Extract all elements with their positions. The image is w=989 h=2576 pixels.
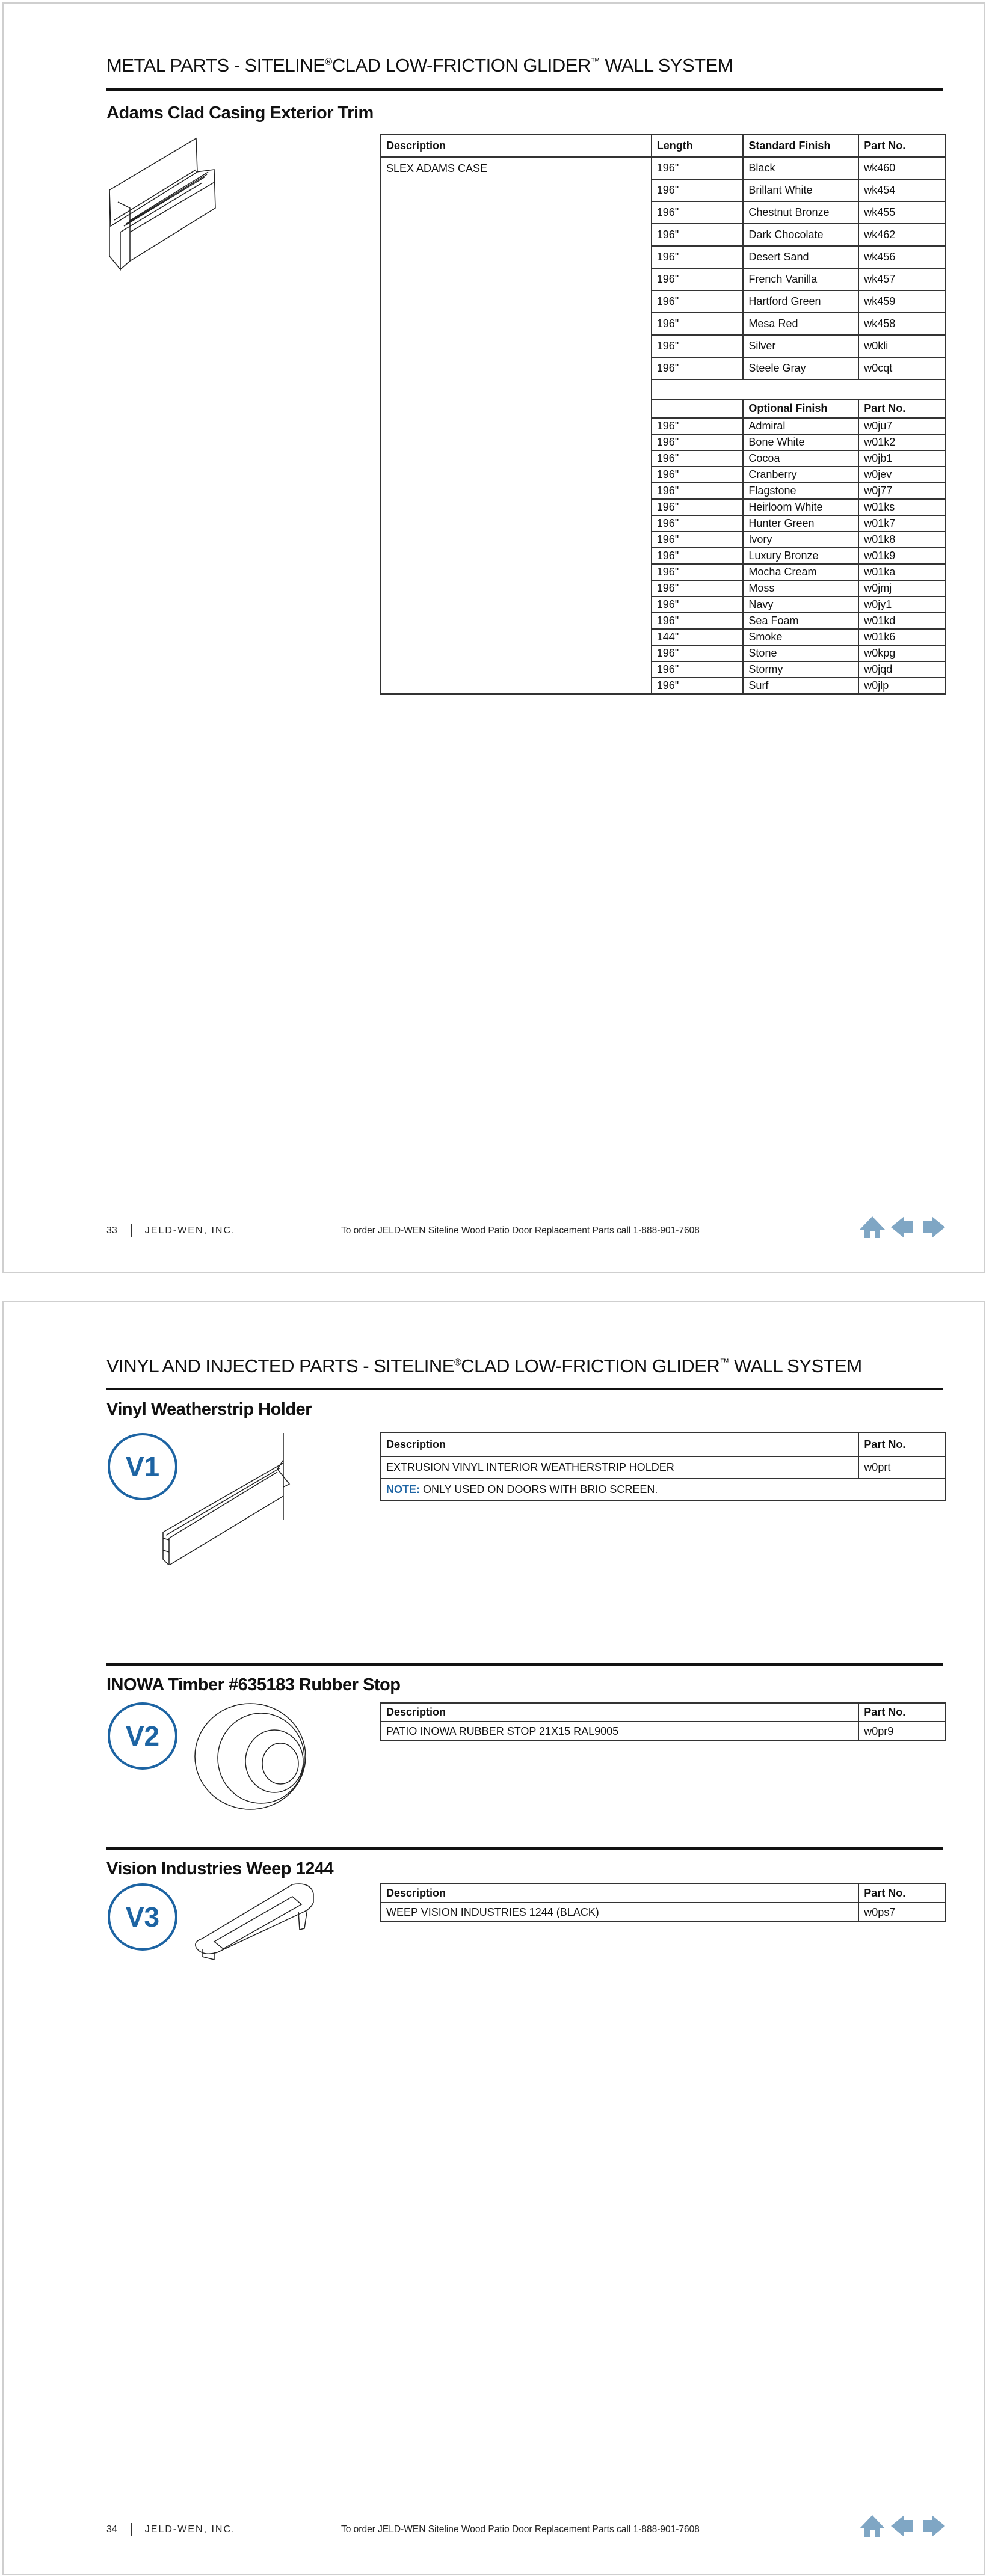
finish-cell: Hunter Green — [743, 515, 858, 532]
column-header-description: Description — [381, 1432, 858, 1456]
length-cell: 196" — [652, 246, 744, 268]
length-cell: 196" — [652, 179, 744, 201]
part-number-cell: w0jy1 — [858, 596, 946, 613]
part-number-cell: w0ju7 — [858, 418, 946, 434]
casing-trim-drawing-icon — [106, 136, 226, 274]
part-number-cell: wk457 — [858, 268, 946, 290]
home-icon[interactable] — [860, 1216, 885, 1238]
weep-drawing-icon — [190, 1881, 322, 1960]
part-number-cell: w01ka — [858, 564, 946, 580]
item-badge: V3 — [108, 1883, 177, 1951]
section-heading: Vision Industries Weep 1244 — [106, 1859, 334, 1878]
part-number-cell: w0jmj — [858, 580, 946, 596]
page-33 — [2, 2, 985, 1273]
length-cell: 196" — [652, 499, 744, 515]
length-cell: 196" — [652, 201, 744, 224]
title-divider — [106, 1388, 943, 1390]
length-cell: 196" — [652, 532, 744, 548]
order-info: To order JELD-WEN Siteline Wood Patio Door Replacement Parts call 1-888-901-7608 — [341, 2524, 700, 2535]
part-number-cell: w01ks — [858, 499, 946, 515]
length-cell: 196" — [652, 515, 744, 532]
part-number-cell: w01k7 — [858, 515, 946, 532]
column-header-part-no: Part No. — [858, 399, 946, 418]
weatherstrip-holder-table — [380, 1432, 946, 1501]
part-number-cell: w0cqt — [858, 357, 946, 379]
table-row — [381, 1722, 946, 1741]
page-number: 33 — [106, 1225, 117, 1236]
part-number-cell: w0j77 — [858, 483, 946, 499]
page-nav — [860, 2515, 945, 2537]
finish-cell: Desert Sand — [743, 246, 858, 268]
part-number-cell: wk459 — [858, 290, 946, 313]
table-header-row — [381, 1703, 946, 1722]
home-icon[interactable] — [860, 2515, 885, 2537]
column-header-description: Description — [381, 135, 652, 157]
table-row — [381, 1903, 946, 1922]
finish-cell: Silver — [743, 335, 858, 357]
part-number-cell: w01k2 — [858, 434, 946, 450]
note-text: ONLY USED ON DOORS WITH BRIO SCREEN. — [420, 1483, 658, 1495]
length-cell: 196" — [652, 580, 744, 596]
part-number: w0prt — [858, 1456, 946, 1479]
length-cell: 196" — [652, 290, 744, 313]
finish-cell: Flagstone — [743, 483, 858, 499]
title-divider — [106, 88, 943, 91]
finish-cell: Surf — [743, 678, 858, 694]
part-description: EXTRUSION VINYL INTERIOR WEATHERSTRIP HOLDER — [381, 1456, 858, 1479]
finish-cell: Ivory — [743, 532, 858, 548]
section-divider — [106, 1663, 943, 1666]
column-header-description: Description — [381, 1703, 858, 1722]
part-number-cell: wk454 — [858, 179, 946, 201]
column-header-part-no: Part No. — [858, 1703, 946, 1722]
finish-cell: Mesa Red — [743, 313, 858, 335]
length-cell: 196" — [652, 268, 744, 290]
finish-cell: Stone — [743, 645, 858, 661]
part-description: SLEX ADAMS CASE — [381, 157, 652, 694]
part-number-cell: wk458 — [858, 313, 946, 335]
page-nav — [860, 1216, 945, 1238]
part-description: PATIO INOWA RUBBER STOP 21X15 RAL9005 — [381, 1722, 858, 1741]
finish-cell: Black — [743, 157, 858, 179]
rubber-stop-table — [380, 1702, 946, 1741]
item-badge: V1 — [108, 1433, 177, 1500]
table-header-row — [381, 135, 946, 157]
previous-page-arrow-icon[interactable] — [891, 1216, 915, 1238]
part-number: w0ps7 — [858, 1903, 946, 1922]
length-cell: 196" — [652, 418, 744, 434]
adams-casing-parts-table — [380, 134, 946, 695]
part-number: w0pr9 — [858, 1722, 946, 1741]
part-number-cell: w01k9 — [858, 548, 946, 564]
section-heading: Vinyl Weatherstrip Holder — [106, 1400, 312, 1419]
table-row — [381, 157, 946, 179]
part-description: WEEP VISION INDUSTRIES 1244 (BLACK) — [381, 1903, 858, 1922]
part-number-cell: wk456 — [858, 246, 946, 268]
length-cell: 196" — [652, 450, 744, 467]
length-cell: 196" — [652, 645, 744, 661]
length-cell: 196" — [652, 613, 744, 629]
company-name: JELD-WEN, INC. — [144, 1225, 236, 1236]
column-header-optional-finish: Optional Finish — [743, 399, 858, 418]
finish-cell: Cocoa — [743, 450, 858, 467]
finish-cell: Dark Chocolate — [743, 224, 858, 246]
length-cell: 196" — [652, 157, 744, 179]
finish-cell: Sea Foam — [743, 613, 858, 629]
rubber-stop-drawing-icon — [190, 1701, 310, 1812]
finish-cell: Heirloom White — [743, 499, 858, 515]
part-number-cell: wk455 — [858, 201, 946, 224]
column-header-standard-finish: Standard Finish — [743, 135, 858, 157]
footer-divider — [131, 2523, 132, 2536]
length-cell: 196" — [652, 434, 744, 450]
length-cell: 196" — [652, 483, 744, 499]
finish-cell: Chestnut Bronze — [743, 201, 858, 224]
length-cell: 196" — [652, 661, 744, 678]
empty-header-cell — [652, 399, 744, 418]
length-cell: 196" — [652, 313, 744, 335]
part-number-cell: w0kli — [858, 335, 946, 357]
page-title: VINYL AND INJECTED PARTS - SITELINE®CLAD LOW-FRICTION GLIDER™ WALL SYSTEM — [106, 1355, 862, 1376]
section-heading: Adams Clad Casing Exterior Trim — [106, 103, 374, 123]
length-cell: 144" — [652, 629, 744, 645]
column-header-part-no: Part No. — [858, 1432, 946, 1456]
part-number-cell: w01kd — [858, 613, 946, 629]
previous-page-arrow-icon[interactable] — [891, 2515, 915, 2537]
table-header-row — [381, 1884, 946, 1903]
next-page-arrow-icon[interactable] — [921, 1216, 945, 1238]
part-number-cell: w0jev — [858, 467, 946, 483]
length-cell: 196" — [652, 678, 744, 694]
page-number: 34 — [106, 2524, 117, 2535]
next-page-arrow-icon[interactable] — [921, 2515, 945, 2537]
section-divider — [106, 1847, 943, 1850]
finish-cell: Brillant White — [743, 179, 858, 201]
finish-cell: Hartford Green — [743, 290, 858, 313]
length-cell: 196" — [652, 335, 744, 357]
finish-cell: Mocha Cream — [743, 564, 858, 580]
table-row — [381, 1456, 946, 1479]
finish-cell: Admiral — [743, 418, 858, 434]
finish-cell: Smoke — [743, 629, 858, 645]
length-cell: 196" — [652, 548, 744, 564]
footer — [106, 1224, 235, 1237]
finish-cell: Stormy — [743, 661, 858, 678]
finish-cell: Luxury Bronze — [743, 548, 858, 564]
part-number-cell: wk460 — [858, 157, 946, 179]
length-cell: 196" — [652, 564, 744, 580]
column-header-length: Length — [652, 135, 744, 157]
item-badge: V2 — [108, 1702, 177, 1770]
weatherstrip-holder-drawing-icon — [157, 1433, 301, 1565]
finish-cell: Navy — [743, 596, 858, 613]
column-header-description: Description — [381, 1884, 858, 1903]
length-cell: 196" — [652, 596, 744, 613]
length-cell: 196" — [652, 224, 744, 246]
part-number-cell: w01k8 — [858, 532, 946, 548]
finish-cell: Moss — [743, 580, 858, 596]
footer — [106, 2523, 235, 2536]
part-number-cell: w0kpg — [858, 645, 946, 661]
finish-cell: Cranberry — [743, 467, 858, 483]
column-header-part-no: Part No. — [858, 1884, 946, 1903]
order-info: To order JELD-WEN Siteline Wood Patio Door Replacement Parts call 1-888-901-7608 — [341, 1225, 700, 1236]
page-34 — [2, 1301, 985, 2575]
finish-cell: Bone White — [743, 434, 858, 450]
part-number-cell: w0jb1 — [858, 450, 946, 467]
length-cell: 196" — [652, 357, 744, 379]
table-header-row — [381, 1432, 946, 1456]
length-cell: 196" — [652, 467, 744, 483]
column-header-part-no: Part No. — [858, 135, 946, 157]
part-number-cell: w0jlp — [858, 678, 946, 694]
note-label: NOTE: — [386, 1483, 420, 1495]
footer-divider — [131, 1224, 132, 1237]
part-number-cell: w0jqd — [858, 661, 946, 678]
finish-cell: Steele Gray — [743, 357, 858, 379]
page-title: METAL PARTS - SITELINE®CLAD LOW-FRICTION GLIDER™ WALL SYSTEM — [106, 55, 733, 76]
section-heading: INOWA Timber #635183 Rubber Stop — [106, 1675, 401, 1694]
company-name: JELD-WEN, INC. — [144, 2524, 236, 2535]
note-row — [381, 1479, 946, 1501]
finish-cell: French Vanilla — [743, 268, 858, 290]
spacer-cell — [652, 379, 946, 399]
weep-table — [380, 1883, 946, 1922]
part-number-cell: wk462 — [858, 224, 946, 246]
part-number-cell: w01k6 — [858, 629, 946, 645]
